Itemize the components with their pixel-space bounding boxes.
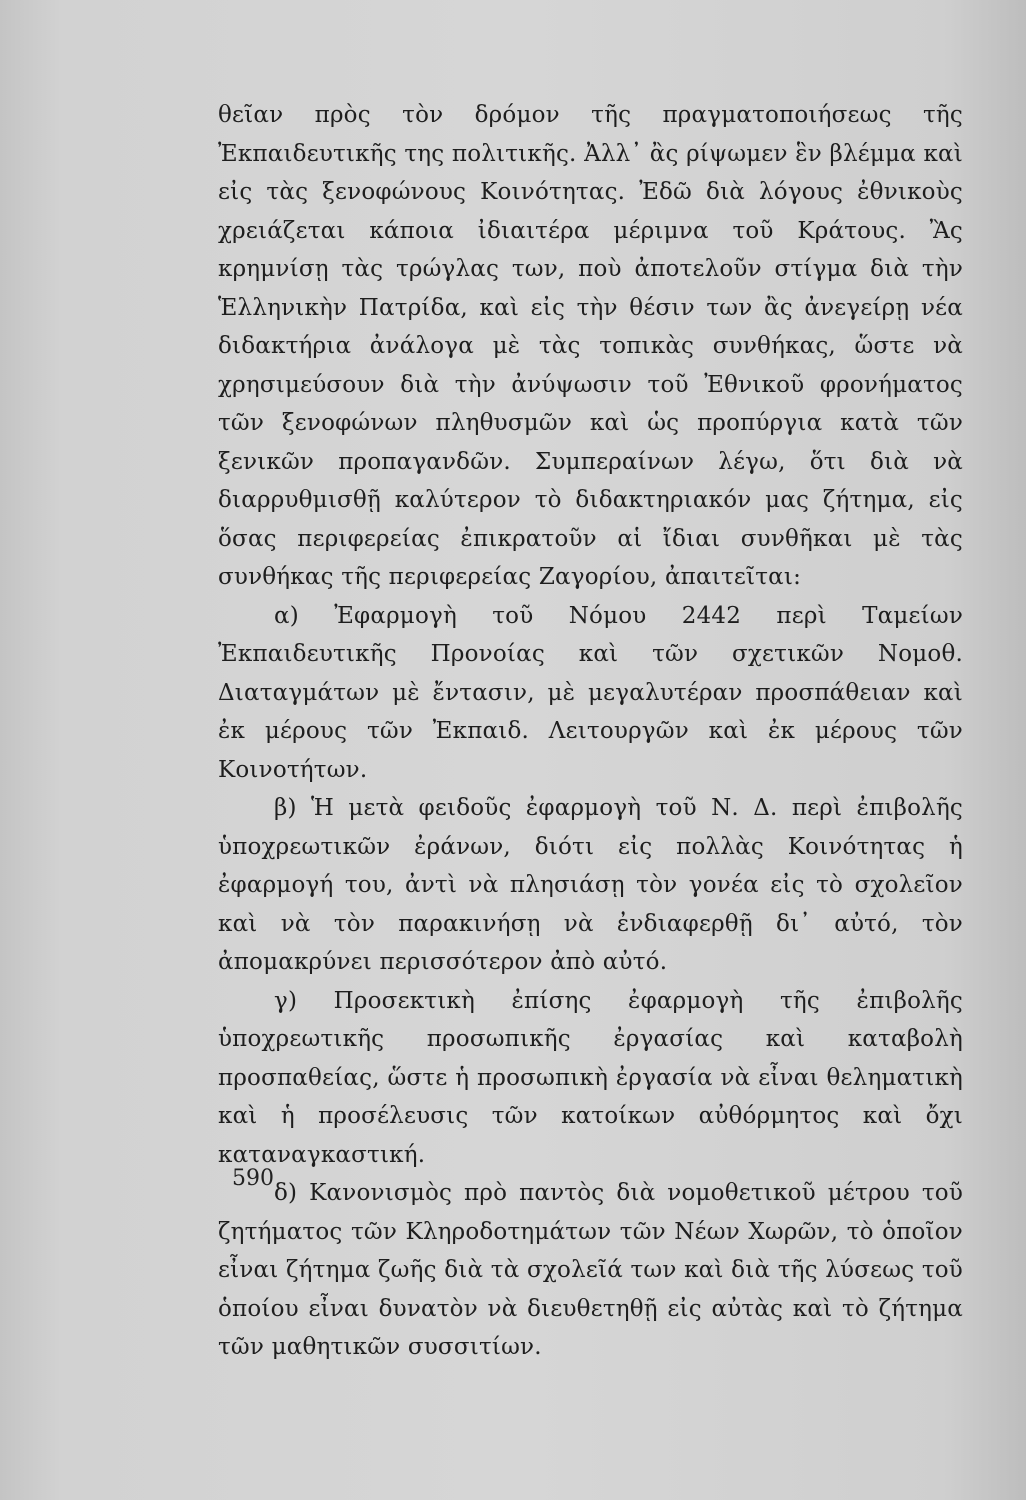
paragraph-item-b: β) Ἡ μετὰ φειδοῦς ἐφαρμογὴ τοῦ Ν. Δ. περὶ ἐπιβολῆς ὑποχρεωτικῶν ἐράνων, διότι εἰς πολλὰς Κοινότητας ἡ ἐφαρμογή του, ἀντὶ νὰ πλησιάσῃ τὸν γονέα εἰς τὸ σχολεῖον καὶ νὰ τὸν παρακινήσῃ νὰ ἐνδιαφερθῇ δι᾿ αὐτό, τὸν ἀπομακρύνει περισσότερον ἀπὸ αὐτό. <box>218 795 963 975</box>
paragraph-intro: θεῖαν πρὸς τὸν δρόμον τῆς πραγματοποιήσεως τῆς Ἐκπαιδευτικῆς της πολιτικῆς. Ἀλλ᾿ ἂς ρίψωμεν ἓν βλέμμα καὶ εἰς τὰς ξενοφώνους Κοινότητας. Ἐδῶ διὰ λόγους ἐθνικοὺς χρειάζεται κάποια ἰδιαιτέρα μέριμνα τοῦ Κράτους. Ἂς κρημνίσῃ τὰς τρώγλας των, ποὺ ἀποτελοῦν στίγμα διὰ τὴν Ἑλληνικὴν Πατρίδα, καὶ εἰς τὴν θέσιν των ἂς ἀνεγείρῃ νέα διδακτήρια ἀνάλογα μὲ τὰς τοπικὰς συνθήκας, ὥστε νὰ χρησιμεύσουν διὰ τὴν ἀνύψωσιν τοῦ Ἐθνικοῦ φρονήματος τῶν ξενοφώνων πληθυσμῶν καὶ ὡς προπύργια κατὰ τῶν ξενικῶν προπαγανδῶν. Συμπεραίνων λέγω, ὅτι διὰ νὰ διαρρυθμισθῇ καλύτερον τὸ διδακτηριακόν μας ζήτημα, εἰς ὅσας περιφερείας ἐπικρατοῦν αἱ ἴδιαι συνθῆκαι μὲ τὰς συνθήκας τῆς περιφερείας Ζαγορίου, ἀπαιτεῖται: <box>218 102 963 590</box>
paragraph-item-a: α) Ἐφαρμογὴ τοῦ Νόμου 2442 περὶ Ταμείων Ἐκπαιδευτικῆς Προνοίας καὶ τῶν σχετικῶν Νομοθ. Διαταγμάτων μὲ ἔντασιν, μὲ μεγαλυτέραν προσπάθειαν καὶ ἐκ μέρους τῶν Ἐκπαιδ. Λειτουργῶν καὶ ἐκ μέρους τῶν Κοινοτήτων. <box>218 602 963 783</box>
page-number: 590 <box>232 1166 274 1191</box>
body-text <box>218 96 963 1367</box>
paragraph-item-c: γ) Προσεκτικὴ ἐπίσης ἐφαρμογὴ τῆς ἐπιβολῆς ὑποχρεωτικῆς προσωπικῆς ἐργασίας καὶ καταβολὴ προσπαθείας, ὥστε ἡ προσωπικὴ ἐργασία νὰ εἶναι θεληματικὴ καὶ ἡ προσέλευσις τῶν κατοίκων αὐθόρμητος καὶ ὄχι καταναγκαστική. <box>218 987 963 1168</box>
paragraph-item-d: δ) Κανονισμὸς πρὸ παντὸς διὰ νομοθετικοῦ μέτρου τοῦ ζητήματος τῶν Κληροδοτημάτων τῶν Νέων Χωρῶν, τὸ ὁποῖον εἶναι ζήτημα ζωῆς διὰ τὰ σχολεῖά των καὶ διὰ τῆς λύσεως τοῦ ὁποίου εἶναι δυνατὸν νὰ διευθετηθῇ εἰς αὐτὰς καὶ τὸ ζήτημα τῶν μαθητικῶν συσσιτίων. <box>218 1180 963 1360</box>
